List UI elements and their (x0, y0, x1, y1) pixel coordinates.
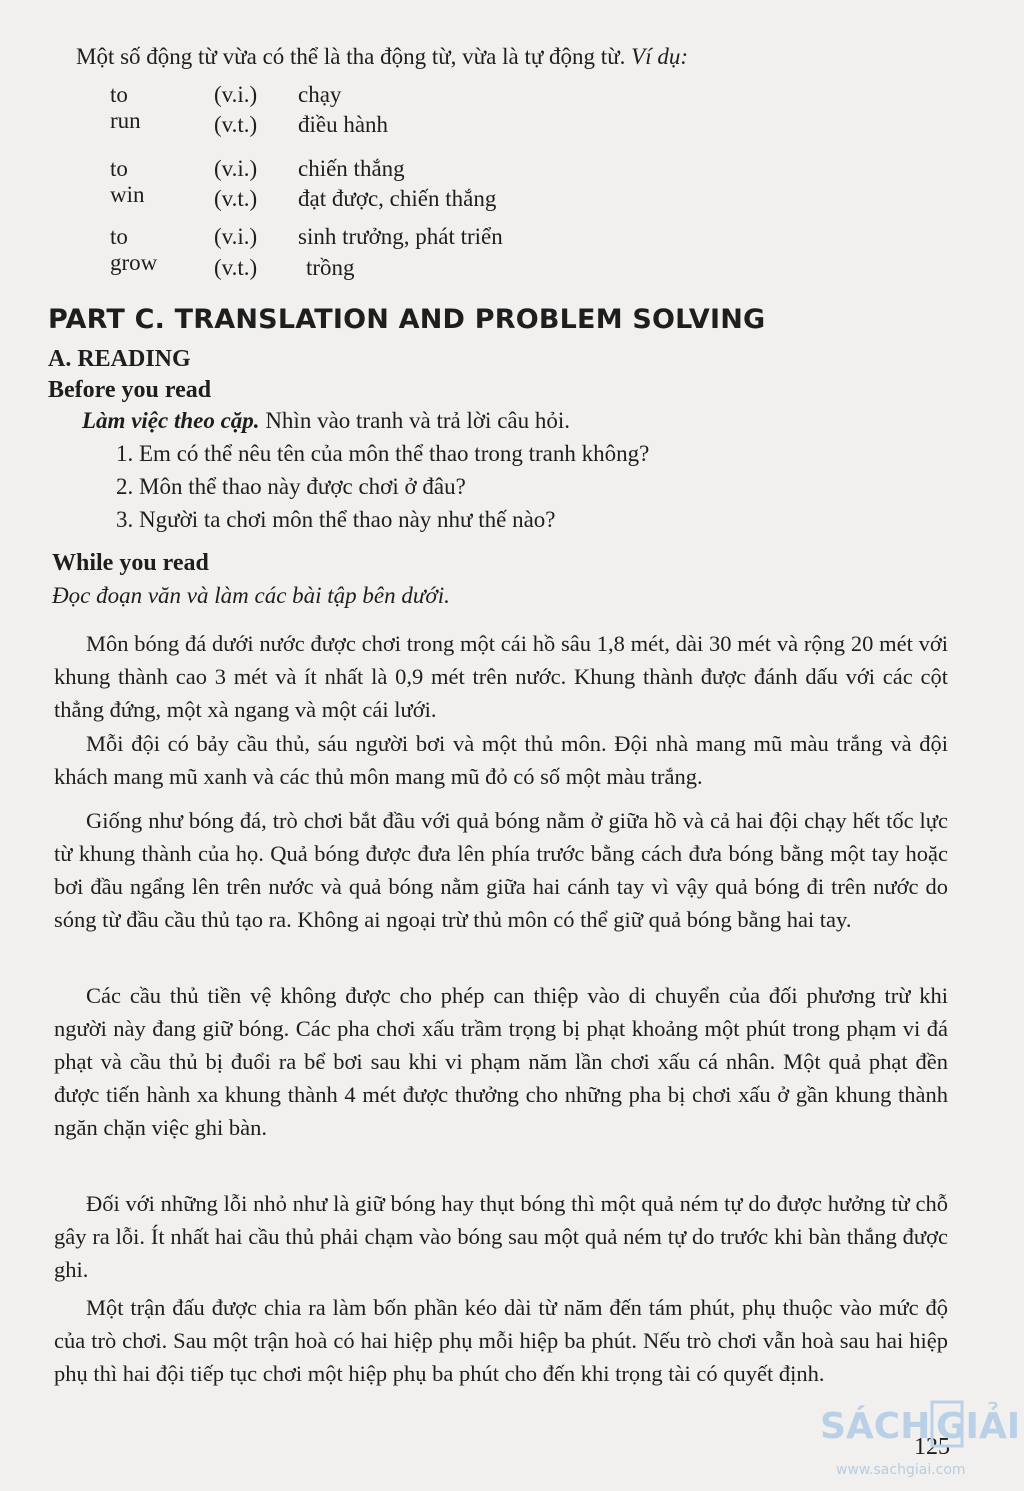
verb-tag: (v.t.) (214, 186, 258, 211)
before-heading: Before you read (48, 377, 212, 403)
while-heading: While you read (52, 550, 209, 576)
verb: to run (110, 82, 141, 133)
sachgiai-logo (820, 1398, 1020, 1450)
paragraph: Mỗi đội có bảy cầu thủ, sáu người bơi và một thủ môn. Đội nhà mang mũ màu trắng và đội khách mang mũ xanh và các thủ môn mang mũ đỏ có số một màu trắng. (54, 730, 948, 789)
verb: to win (110, 156, 145, 207)
verb-meaning: đạt được, chiến thắng (298, 186, 497, 211)
intro-text: Một số động từ vừa có thể là tha động từ, vừa là tự động từ. (76, 44, 626, 69)
paragraph: Các cầu thủ tiền vệ không được cho phép can thiệp vào di chuyển của đối phương trừ khi người này đang giữ bóng. Các pha chơi xấu trầm trọng bị phạt khoảng một phút trong phạm vi đá phạt và cầu thủ bị đuổi ra bể bơi sau khi vi phạm năm lần chơi xấu cá nhân. Một quả phạt đền được tiến hành xa khung thành 4 mét được thưởng cho những pha bị chơi xấu ở gần khung thành ngăn chặn việc ghi bàn. (54, 982, 948, 1140)
instruction-rest: Nhìn vào tranh và trả lời câu hỏi. (259, 408, 570, 433)
question: 1. Em có thể nêu tên của môn thể thao trong tranh không? (116, 441, 650, 466)
logo-text-1: SÁCH (820, 1406, 931, 1447)
verb: to grow (110, 224, 158, 275)
page-number: 125 (914, 1434, 950, 1460)
verb-tag: (v.t.) (214, 112, 258, 137)
paragraph: Giống như bóng đá, trò chơi bắt đầu với quả bóng nằm ở giữa hồ và cả hai đội chạy hết tốc lực từ khung thành của họ. Quả bóng được đưa lên phía trước bằng cách đưa bóng bằng một tay hoặc bơi đầu ngẩng lên trên nước và quả bóng nằm giữa hai cánh tay vì vậy quả bóng đi trên nước do sóng từ đầu cầu thủ tạo ra. Không ai ngoại trừ thủ môn có thể giữ quả bóng bằng hai tay. (54, 807, 948, 932)
verb-meaning: trồng (306, 255, 355, 280)
watermark-url: www.sachgiai.com (836, 1462, 966, 1478)
paragraph: Môn bóng đá dưới nước được chơi trong một cái hồ sâu 1,8 mét, dài 30 mét và rộng 20 mét với khung thành cao 3 mét và ít nhất là 0,9 mét trên nước. Khung thành được đánh dấu với các cột thẳng đứng, một xà ngang và một cái lưới. (54, 630, 948, 722)
logo-text-2: GIẢI (936, 1406, 1020, 1447)
part-title: PART C. TRANSLATION AND PROBLEM SOLVING (48, 304, 766, 335)
verb-meaning: chiến thắng (298, 156, 405, 181)
verb-tag: (v.i.) (214, 224, 258, 249)
verb-tag: (v.i.) (214, 156, 258, 181)
before-instruction (82, 408, 570, 434)
instruction-bold: Làm việc theo cặp. (82, 408, 260, 433)
intro-example-label: Ví dụ: (631, 44, 689, 69)
while-instruction: Đọc đoạn văn và làm các bài tập bên dưới. (52, 583, 450, 608)
question: 2. Môn thể thao này được chơi ở đâu? (116, 474, 466, 499)
verb-tag: (v.t.) (214, 255, 258, 280)
question: 3. Người ta chơi môn thể thao này như thế nào? (116, 507, 556, 532)
paragraph: Một trận đấu được chia ra làm bốn phần kéo dài từ năm đến tám phút, phụ thuộc vào mức độ của trò chơi. Sau một trận hoà có hai hiệp phụ mỗi hiệp ba phút. Nếu trò chơi vẫn hoà sau hai hiệp phụ thì hai đội tiếp tục chơi một hiệp phụ ba phút cho đến khi trọng tài có quyết định. (54, 1294, 948, 1386)
section-heading: A. READING (48, 346, 191, 372)
verb-meaning: điều hành (298, 112, 389, 137)
paragraph: Đối với những lỗi nhỏ như là giữ bóng hay thụt bóng thì một quả ném tự do được hưởng từ chỗ gây ra lỗi. Ít nhất hai cầu thủ phải chạm vào bóng sau một quả ném tự do trước khi bàn thắng được ghi. (54, 1190, 948, 1282)
verb-tag: (v.i.) (214, 82, 258, 107)
verb-meaning: sinh trưởng, phát triển (298, 224, 503, 249)
intro-line (76, 44, 688, 70)
verb-meaning: chạy (298, 82, 342, 107)
